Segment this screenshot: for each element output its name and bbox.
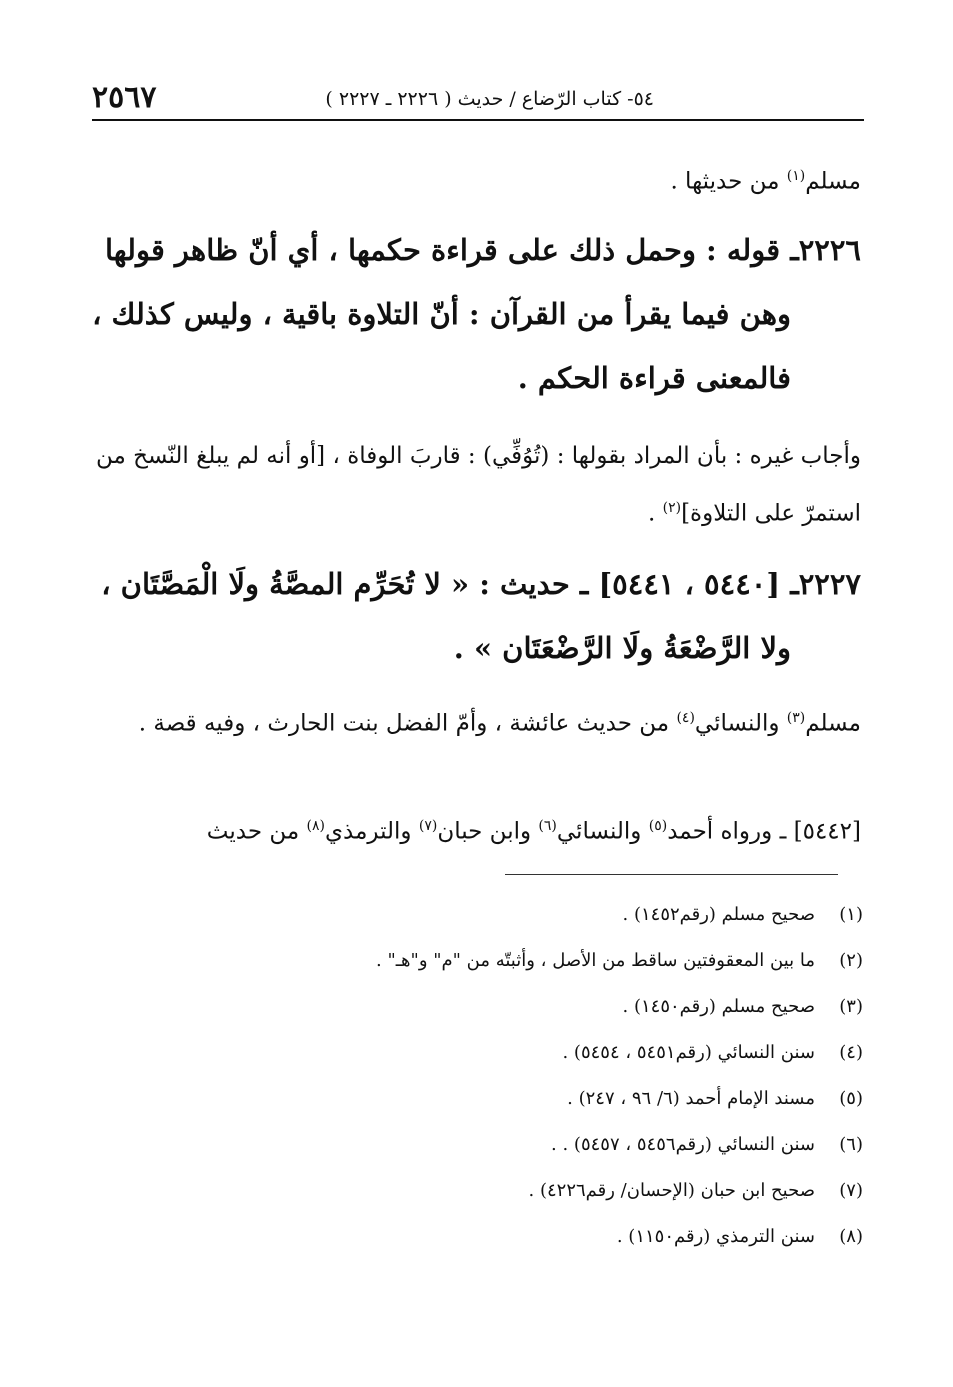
header-divider [92, 119, 864, 121]
footnote-number: (٣) [839, 996, 863, 1017]
footnote [91, 1084, 863, 1130]
footnote [91, 1222, 863, 1268]
footnote-text: صحيح ابن حبان (الإحسان/ رقم٤٢٢٦) . [528, 1180, 815, 1201]
footnote-number: (٤) [839, 1042, 863, 1063]
footnote-number: (١) [839, 904, 863, 925]
footnote [91, 1038, 863, 1084]
footnote-text: مسند الإمام أحمد (٦/ ٩٦ ، ٢٤٧) . [567, 1088, 815, 1109]
footnote-number: (٥) [839, 1088, 863, 1109]
hadith-2226-line: فالمعنى قراءة الحكم . [517, 361, 791, 395]
running-title: ٥٤- كتاب الرّضاع / حديث ( ٢٢٢٦ ـ ٢٢٢٧ ) [325, 88, 654, 110]
footnote [91, 946, 863, 992]
source-paragraph: مسلم$^{(٣)}$ والنسائي$^{(٤)}$ من حديث عائشة ، وأمّ الفضل بنت الحارث ، وفيه قصة . [138, 710, 861, 737]
page-number: ٢٥٦٧ [92, 80, 157, 115]
footnote-ref: (١) [786, 168, 806, 184]
hadith-2226-line: ٢٢٢٦ـ قوله : وحمل ذلك على قراءة حكمها ، أي أنّ ظاهر قولها [104, 233, 861, 267]
hadith-2226 [89, 218, 861, 410]
hadith-number: ٢٢٢٦ـ [780, 233, 861, 267]
footnote [91, 1176, 863, 1222]
footnote-text: سنن النسائي (رقم٥٤٥٦ ، ٥٤٥٧) . . [551, 1134, 815, 1155]
hadith-number: ٢٢٢٧ـ [780, 567, 861, 601]
footnote-number: (٧) [839, 1180, 863, 1201]
footnotes-list [91, 900, 863, 1268]
footnote-text: صحيح مسلم (رقم١٤٥٢) . [622, 904, 815, 925]
hadith-2227-line: ٢٢٢٧ـ [٥٤٤٠ ، ٥٤٤١] ـ حديث : « لا تُحَرِّم المصَّةُ ولَا الْمَصَّتَان ، [101, 567, 861, 601]
footnote-text: سنن النسائي (رقم٥٤٥١ ، ٥٤٥٤) . [562, 1042, 815, 1063]
commentary-paragraph: وأجاب غيره : بأن المراد بقولها : (تُوُفِّي) : قاربَ الوفاة ، [أو أنه لم يبلغ النّسخ من استمرّ على التلاوة]$^{(٢)}$ . [95, 443, 861, 527]
source-paragraph: [٥٤٤٢] ـ ورواه أحمد$^{(٥)}$ والنسائي$^{(٦)}$ وابن حبان$^{(٧)}$ والترمذي$^{(٨)}$ من حديث [206, 818, 861, 845]
footnote-ref: (٢) [662, 500, 682, 516]
footnote [91, 900, 863, 946]
hadith-2226-line: وهن فيما يقرأ من القرآن : أنّ التلاوة باقية ، وليس كذلك ، [92, 297, 791, 331]
footnote-ref: (٣) [786, 710, 806, 726]
footnote-ref: (٦) [538, 818, 557, 834]
footnote [91, 1130, 863, 1176]
footnote-number: (٢) [839, 950, 863, 971]
footnote-ref: (٨) [306, 818, 325, 834]
footnote [91, 992, 863, 1038]
footnote-ref: (٥) [648, 818, 668, 834]
footnote-ref: (٤) [676, 710, 695, 726]
hadith-2227 [89, 552, 861, 680]
footnote-text: صحيح مسلم (رقم١٤٥٠) . [622, 996, 815, 1017]
hadith-2227-line: ولا الرَّضْعَةُ ولَا الرَّضْعَتَان » . [453, 631, 791, 665]
footnote-number: (٦) [839, 1134, 863, 1155]
footnote-number: (٨) [839, 1226, 863, 1247]
footnote-ref: (٧) [418, 818, 438, 834]
footnote-divider [505, 874, 838, 875]
footnote-text: ما بين المعقوفتين ساقط من الأصل ، وأثبتّه من "م" و"هـ" . [376, 950, 815, 971]
paragraph-continuation: مسلم$^{(١)}$ من حديثها . [670, 168, 861, 195]
footnote-text: سنن الترمذي (رقم١١٥٠) . [616, 1226, 815, 1247]
page-header [92, 80, 864, 118]
